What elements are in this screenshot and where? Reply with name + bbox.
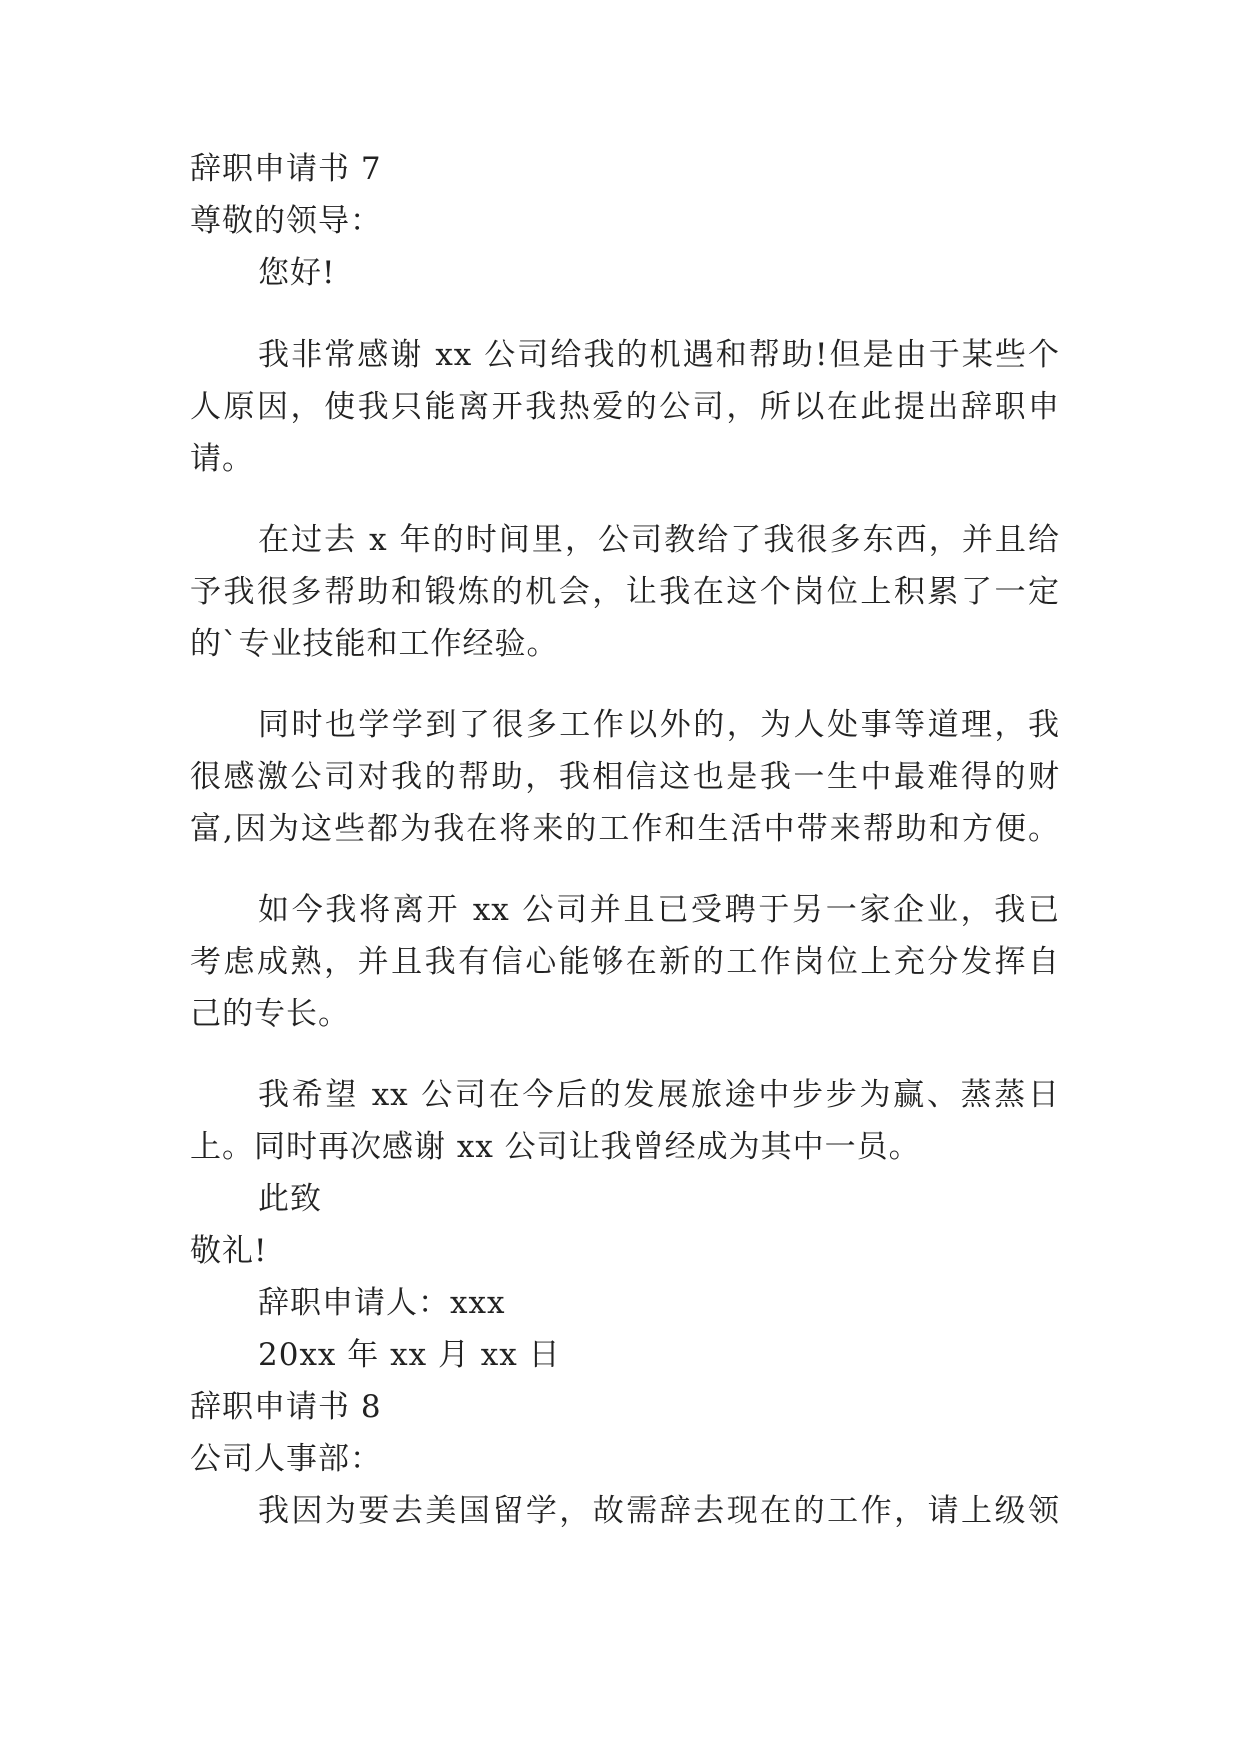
- letter7-signer: 辞职申请人：xxx: [258, 1285, 506, 1321]
- letter7-date: 20xx 年 xx 月 xx 日: [258, 1337, 561, 1373]
- letter7-p5-line2: 上。同时再次感谢 xx 公司让我曾经成为其中一员。: [190, 1129, 921, 1165]
- letter7-p5-line1: 我希望 xx 公司在今后的发展旅途中步步为赢、蒸蒸日: [258, 1077, 1060, 1113]
- letter7-p4-line2: 考虑成熟，并且我有信心能够在新的工作岗位上充分发挥自: [190, 944, 1060, 980]
- letter7-p3-line1: 同时也学学到了很多工作以外的，为人处事等道理，我: [258, 707, 1060, 743]
- letter8-p1-line1: 我因为要去美国留学，故需辞去现在的工作，请上级领: [258, 1493, 1060, 1529]
- letter7-p3-line2: 很感激公司对我的帮助，我相信这也是我一生中最难得的财: [190, 759, 1060, 795]
- letter8-title: 辞职申请书 8: [190, 1389, 382, 1425]
- letter7-p1-line2: 人原因，使我只能离开我热爱的公司，所以在此提出辞职申: [190, 389, 1060, 425]
- letter8-salutation: 公司人事部：: [190, 1441, 382, 1477]
- letter7-p4-line1: 如今我将离开 xx 公司并且已受聘于另一家企业，我已: [258, 892, 1060, 928]
- letter7-salutation: 尊敬的领导：: [190, 203, 382, 239]
- letter7-p2-line1: 在过去 x 年的时间里，公司教给了我很多东西，并且给: [258, 522, 1060, 558]
- letter7-p1-line3: 请。: [190, 441, 254, 477]
- letter7-greeting: 您好!: [258, 255, 336, 291]
- letter7-p2-line2: 予我很多帮助和锻炼的机会，让我在这个岗位上积累了一定: [190, 574, 1060, 610]
- letter7-p2-line3: 的`专业技能和工作经验。: [190, 626, 559, 662]
- letter7-p3-line3: 富,因为这些都为我在将来的工作和生活中带来帮助和方便。: [190, 811, 1060, 847]
- letter7-title: 辞职申请书 7: [190, 151, 382, 187]
- letter7-p1-line1: 我非常感谢 xx 公司给我的机遇和帮助!但是由于某些个: [258, 337, 1060, 373]
- letter7-closing-1: 此致: [258, 1181, 322, 1217]
- letter7-closing-2: 敬礼!: [190, 1233, 268, 1269]
- letter7-p4-line3: 己的专长。: [190, 996, 350, 1032]
